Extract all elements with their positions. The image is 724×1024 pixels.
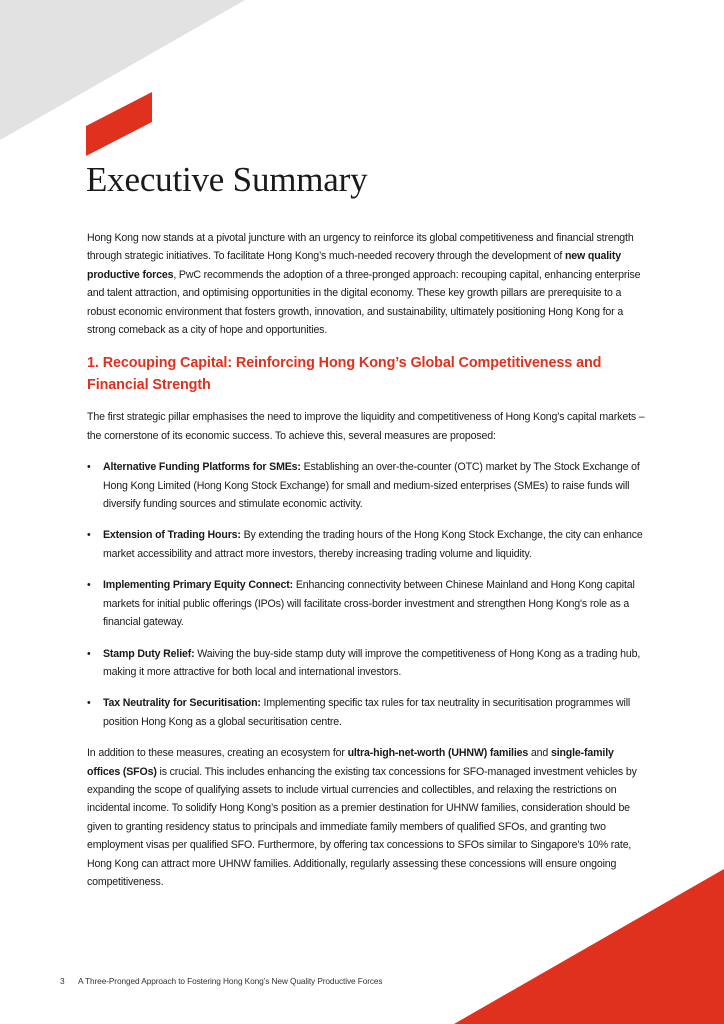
bullet-term: Alternative Funding Platforms for SMEs: — [103, 461, 301, 474]
measures-list — [87, 458, 647, 731]
list-item — [87, 458, 647, 513]
page-title: Executive Summary — [86, 160, 368, 199]
section-lead-paragraph: The first strategic pillar emphasises the need to improve the liquidity and competitiveness of Hong Kong's capital markets – the cornerstone of its economic success. To achieve this, several measures are proposed: — [87, 411, 645, 442]
list-item — [87, 645, 647, 682]
bullet-term: Stamp Duty Relief: — [103, 647, 195, 660]
bullet-text: Enhancing connectivity between Chinese Mainland and Hong Kong capital markets for initial public offerings (IPOs) will facilitate cross-border investment and strengthen Hong Kong's role as a financial gateway. — [103, 579, 635, 629]
intro-paragraph — [87, 229, 647, 339]
bullet-text: Implementing specific tax rules for tax neutrality in securitisation programmes will position Hong Kong as a global securitisation centre. — [103, 697, 631, 728]
closing-text-3: is crucial. This includes enhancing the existing tax concessions for SFO-managed investment vehicles by expanding the scope of qualifying assets to include virtual currencies and collectibles, and relaxing the restrictions on incidental income. To solidify Hong Kong’s position as a premier destination for UHNW families, consideration should be given to granting residency status to principals and immediate family members of qualified SFOs, and granting two employment visas per qualified SFO. Furthermore, by offering tax concessions to SFOs similar to Singapore's 10% rate, Hong Kong can attract more UHNW families. Additionally, regularly assessing these concessions will ensure ongoing competitiveness. — [87, 765, 637, 888]
page-footer — [60, 976, 382, 986]
bullet-icon: • — [87, 647, 91, 660]
red-accent-shape — [86, 92, 152, 156]
bullet-icon: • — [87, 529, 91, 542]
closing-bold-1: ultra-high-net-worth (UHNW) families — [347, 747, 529, 760]
bullet-text: Waiving the buy-side stamp duty will improve the competitiveness of Hong Kong as a trading hub, making it more attractive for both local and international investors. — [103, 647, 641, 678]
intro-text-2: , PwC recommends the adoption of a three-pronged approach: recouping capital, enhancing enterprise and talent attraction, and optimising opportunities in the digital economy. These key growth pillars are prerequisite to a robust economic environment that fosters growth, innovation, and sustainability, ultimately positioning Hong Kong for a strong comeback as a city of hope and opportunities. — [87, 268, 641, 337]
main-content — [87, 229, 647, 891]
bullet-text: Establishing an over-the-counter (OTC) market by The Stock Exchange of Hong Kong Limited (Hong Kong Stock Exchange) for small and medium-sized enterprises (SMEs) to raise funds will diversify funding sources and stimulate economic activity. — [103, 461, 640, 511]
bullet-icon: • — [87, 579, 91, 592]
intro-bold-term: new quality productive forces — [87, 250, 621, 281]
list-item — [87, 526, 647, 563]
section-heading: 1. Recouping Capital: Reinforcing Hong Kong’s Global Competitiveness and Financial Strength — [87, 355, 602, 394]
list-item — [87, 576, 647, 631]
closing-text-2: and — [528, 747, 551, 760]
bullet-icon: • — [87, 697, 91, 710]
bullet-term: Implementing Primary Equity Connect: — [103, 579, 294, 592]
bullet-term: Extension of Trading Hours: — [103, 529, 241, 542]
footer-title: A Three-Pronged Approach to Fostering Hong Kong’s New Quality Productive Forces — [78, 976, 383, 986]
list-item — [87, 694, 647, 731]
page-number: 3 — [60, 976, 65, 986]
closing-bold-2: single-family offices (SFOs) — [87, 747, 614, 778]
bullet-text: By extending the trading hours of the Hong Kong Stock Exchange, the city can enhance market accessibility and attract more investors, thereby increasing trading volume and liquidity. — [103, 529, 643, 560]
red-triangle-shape — [454, 869, 724, 1024]
intro-text-1: Hong Kong now stands at a pivotal juncture with an urgency to reinforce its global competitiveness and financial strength through strategic initiatives. To facilitate Hong Kong’s much-needed recovery through the development of — [87, 232, 634, 263]
red-accent-parallelogram — [86, 92, 152, 156]
bullet-term: Tax Neutrality for Securitisation: — [103, 697, 261, 710]
red-corner-triangle — [454, 869, 724, 1024]
closing-text-1: In addition to these measures, creating an ecosystem for — [87, 747, 348, 760]
bullet-icon: • — [87, 461, 91, 474]
